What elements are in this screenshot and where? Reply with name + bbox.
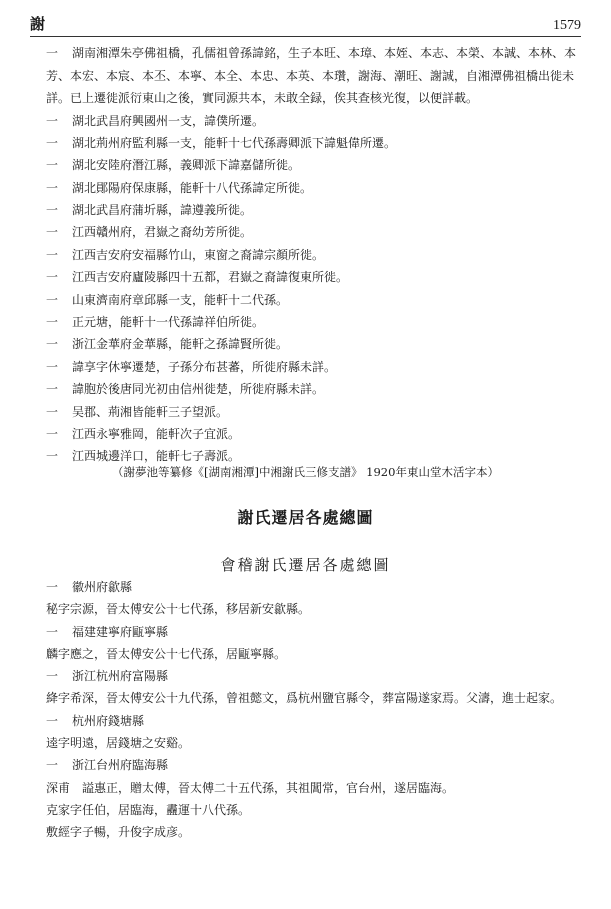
place-heading: [46, 710, 581, 732]
list-item: [46, 177, 581, 199]
place-heading: [46, 621, 581, 643]
list-dash: 一: [46, 135, 59, 150]
list-item: [46, 266, 581, 288]
list-dash: 一: [46, 158, 59, 173]
list-item: [46, 401, 581, 423]
intro-text: 湖南湘潭朱亭佛祖橋，孔儒祖曾孫諱銘，生子本旺、本璋、本姪、本志、本榮、本誠、本林、本芳、本宏、本宸、本丕、本寧、本全、本忠、本英、本瓚，謝海、潮旺、謝誠，自湘潭佛祖橋出徙未詳。已上遷徙派衍東山之後，實同源共本，未敢全録，俟其查核光復，以便詳載。: [46, 46, 577, 105]
list-item: [46, 132, 581, 154]
header-title: 謝: [30, 15, 46, 33]
list-item-text: 湖北荊州府監利縣一支，能軒十七代孫壽卿派下諱魁偉所遷。: [72, 135, 397, 150]
list-item: [46, 221, 581, 243]
place-name: 福建建寧府甌寧縣: [72, 624, 169, 639]
list-dash: 一: [46, 404, 59, 419]
list-item-text: 諱胞於後唐同光初由信州徙楚，所徙府縣未詳。: [72, 382, 325, 397]
list-item-text: 諱享字休寧遷楚，子孫分布甚蕃，所徙府縣未詳。: [72, 359, 337, 374]
place-name: 浙江杭州府富陽縣: [72, 669, 169, 684]
list-dash: 一: [46, 225, 59, 240]
place-name: 徽州府歙縣: [72, 580, 133, 594]
list-dash: 一: [46, 382, 59, 397]
list-dash: 一: [46, 270, 59, 285]
list-item: [46, 199, 581, 221]
migration-map-section: [46, 576, 581, 844]
list-dash: 一: [46, 426, 59, 441]
place-heading: [46, 754, 581, 776]
person-entry: 逵字明遠，居錢塘之安谿。: [46, 736, 191, 751]
list-item: [46, 154, 581, 176]
list-item: [46, 289, 581, 311]
list-item-text: 江西吉安府廬陵縣四十五都，君嶽之裔諱復東所徙。: [72, 270, 349, 285]
list-dash: 一: [46, 113, 59, 128]
page-number: 1579: [553, 18, 581, 33]
list-item-text: 江西吉安府安福縣竹山，東窗之裔諱宗顏所徙。: [72, 247, 325, 262]
main-title: 謝氏遷居各處總圖: [237, 508, 374, 527]
page-header: [30, 8, 581, 34]
person-entry: 絳字希深，晉太傅安公十九代孫，曾祖懿文，爲杭州鹽官縣令，葬富陽遂家焉。父濤，進士起家。: [46, 691, 563, 706]
place-name: 杭州府錢塘縣: [72, 713, 145, 728]
intro-paragraph: [46, 42, 581, 110]
person-entry: 克家字任伯，居臨海，衋運十八代孫。: [46, 802, 251, 817]
list-item-text: 江西永寧雅岡，能軒次子宜派。: [72, 426, 241, 441]
list-dash: 一: [46, 713, 59, 728]
list-dash: 一: [46, 46, 59, 60]
list-item-text: 湖北安陸府潛江縣，義卿派下諱嘉儲所徙。: [72, 158, 301, 173]
list-item: [46, 333, 581, 355]
list-dash: 一: [46, 203, 59, 218]
header-rule: [30, 36, 581, 37]
person-entry: 麟字應之，晉太傅安公十七代孫，居甌寧縣。: [46, 646, 287, 661]
list-item-text: 浙江金華府金華縣，能軒之孫諱賢所徙。: [72, 337, 289, 352]
list-item: [46, 356, 581, 378]
list-item-text: 湖北武昌府興國州一支，諱僕所遷。: [72, 113, 265, 128]
list-dash: 一: [46, 315, 59, 330]
list-dash: 一: [46, 359, 59, 374]
migration-list-section: [46, 42, 581, 468]
citation: （謝夢池等纂修《[湖南湘潭]中湘謝氏三修支譜》 1920年東山堂木活字本）: [112, 465, 499, 479]
list-dash: 一: [46, 580, 59, 594]
list-item: [46, 423, 581, 445]
place-heading: [46, 576, 581, 598]
list-dash: 一: [46, 247, 59, 262]
list-dash: 一: [46, 758, 59, 773]
list-dash: 一: [46, 337, 59, 352]
list-item: [46, 244, 581, 266]
list-item-text: 江西贛州府，君嶽之裔幼芳所徙。: [72, 225, 253, 240]
list-item-text: 湖北武昌府蒲圻縣，諱遵義所徙。: [72, 203, 253, 218]
list-dash: 一: [46, 669, 59, 684]
person-entry: 秘字宗源，晉太傅安公十七代孫，移居新安歙縣。: [46, 602, 311, 617]
list-item: [46, 110, 581, 132]
list-item: [46, 378, 581, 400]
list-item: [46, 311, 581, 333]
migration-list: [46, 110, 581, 468]
list-dash: 一: [46, 449, 59, 464]
place-name: 浙江台州府臨海縣: [72, 758, 169, 773]
person-entry: 敷經字子暢，升俊字成彦。: [46, 825, 191, 840]
list-dash: 一: [46, 292, 59, 307]
list-dash: 一: [46, 180, 59, 195]
list-dash: 一: [46, 624, 59, 639]
list-item-text: 吴郡、荊湘皆能軒三子望派。: [72, 404, 229, 419]
list-item-text: 山東濟南府章邱縣一支，能軒十二代孫。: [72, 292, 289, 307]
sub-title: 會稽謝氏遷居各處總圖: [220, 556, 391, 574]
list-item-text: 江西城邊洋口，能軒七子壽派。: [72, 449, 241, 464]
list-item-text: 正元塘，能軒十一代孫諱祥伯所徙。: [72, 315, 265, 330]
place-heading: [46, 665, 581, 687]
list-item-text: 湖北鄖陽府保康縣，能軒十八代孫諱定所徙。: [72, 180, 313, 195]
person-entry: 深甫 謚惠正，贈太傅，晉太傅二十五代孫，其祖閶常，官台州，遂居臨海。: [46, 780, 455, 795]
